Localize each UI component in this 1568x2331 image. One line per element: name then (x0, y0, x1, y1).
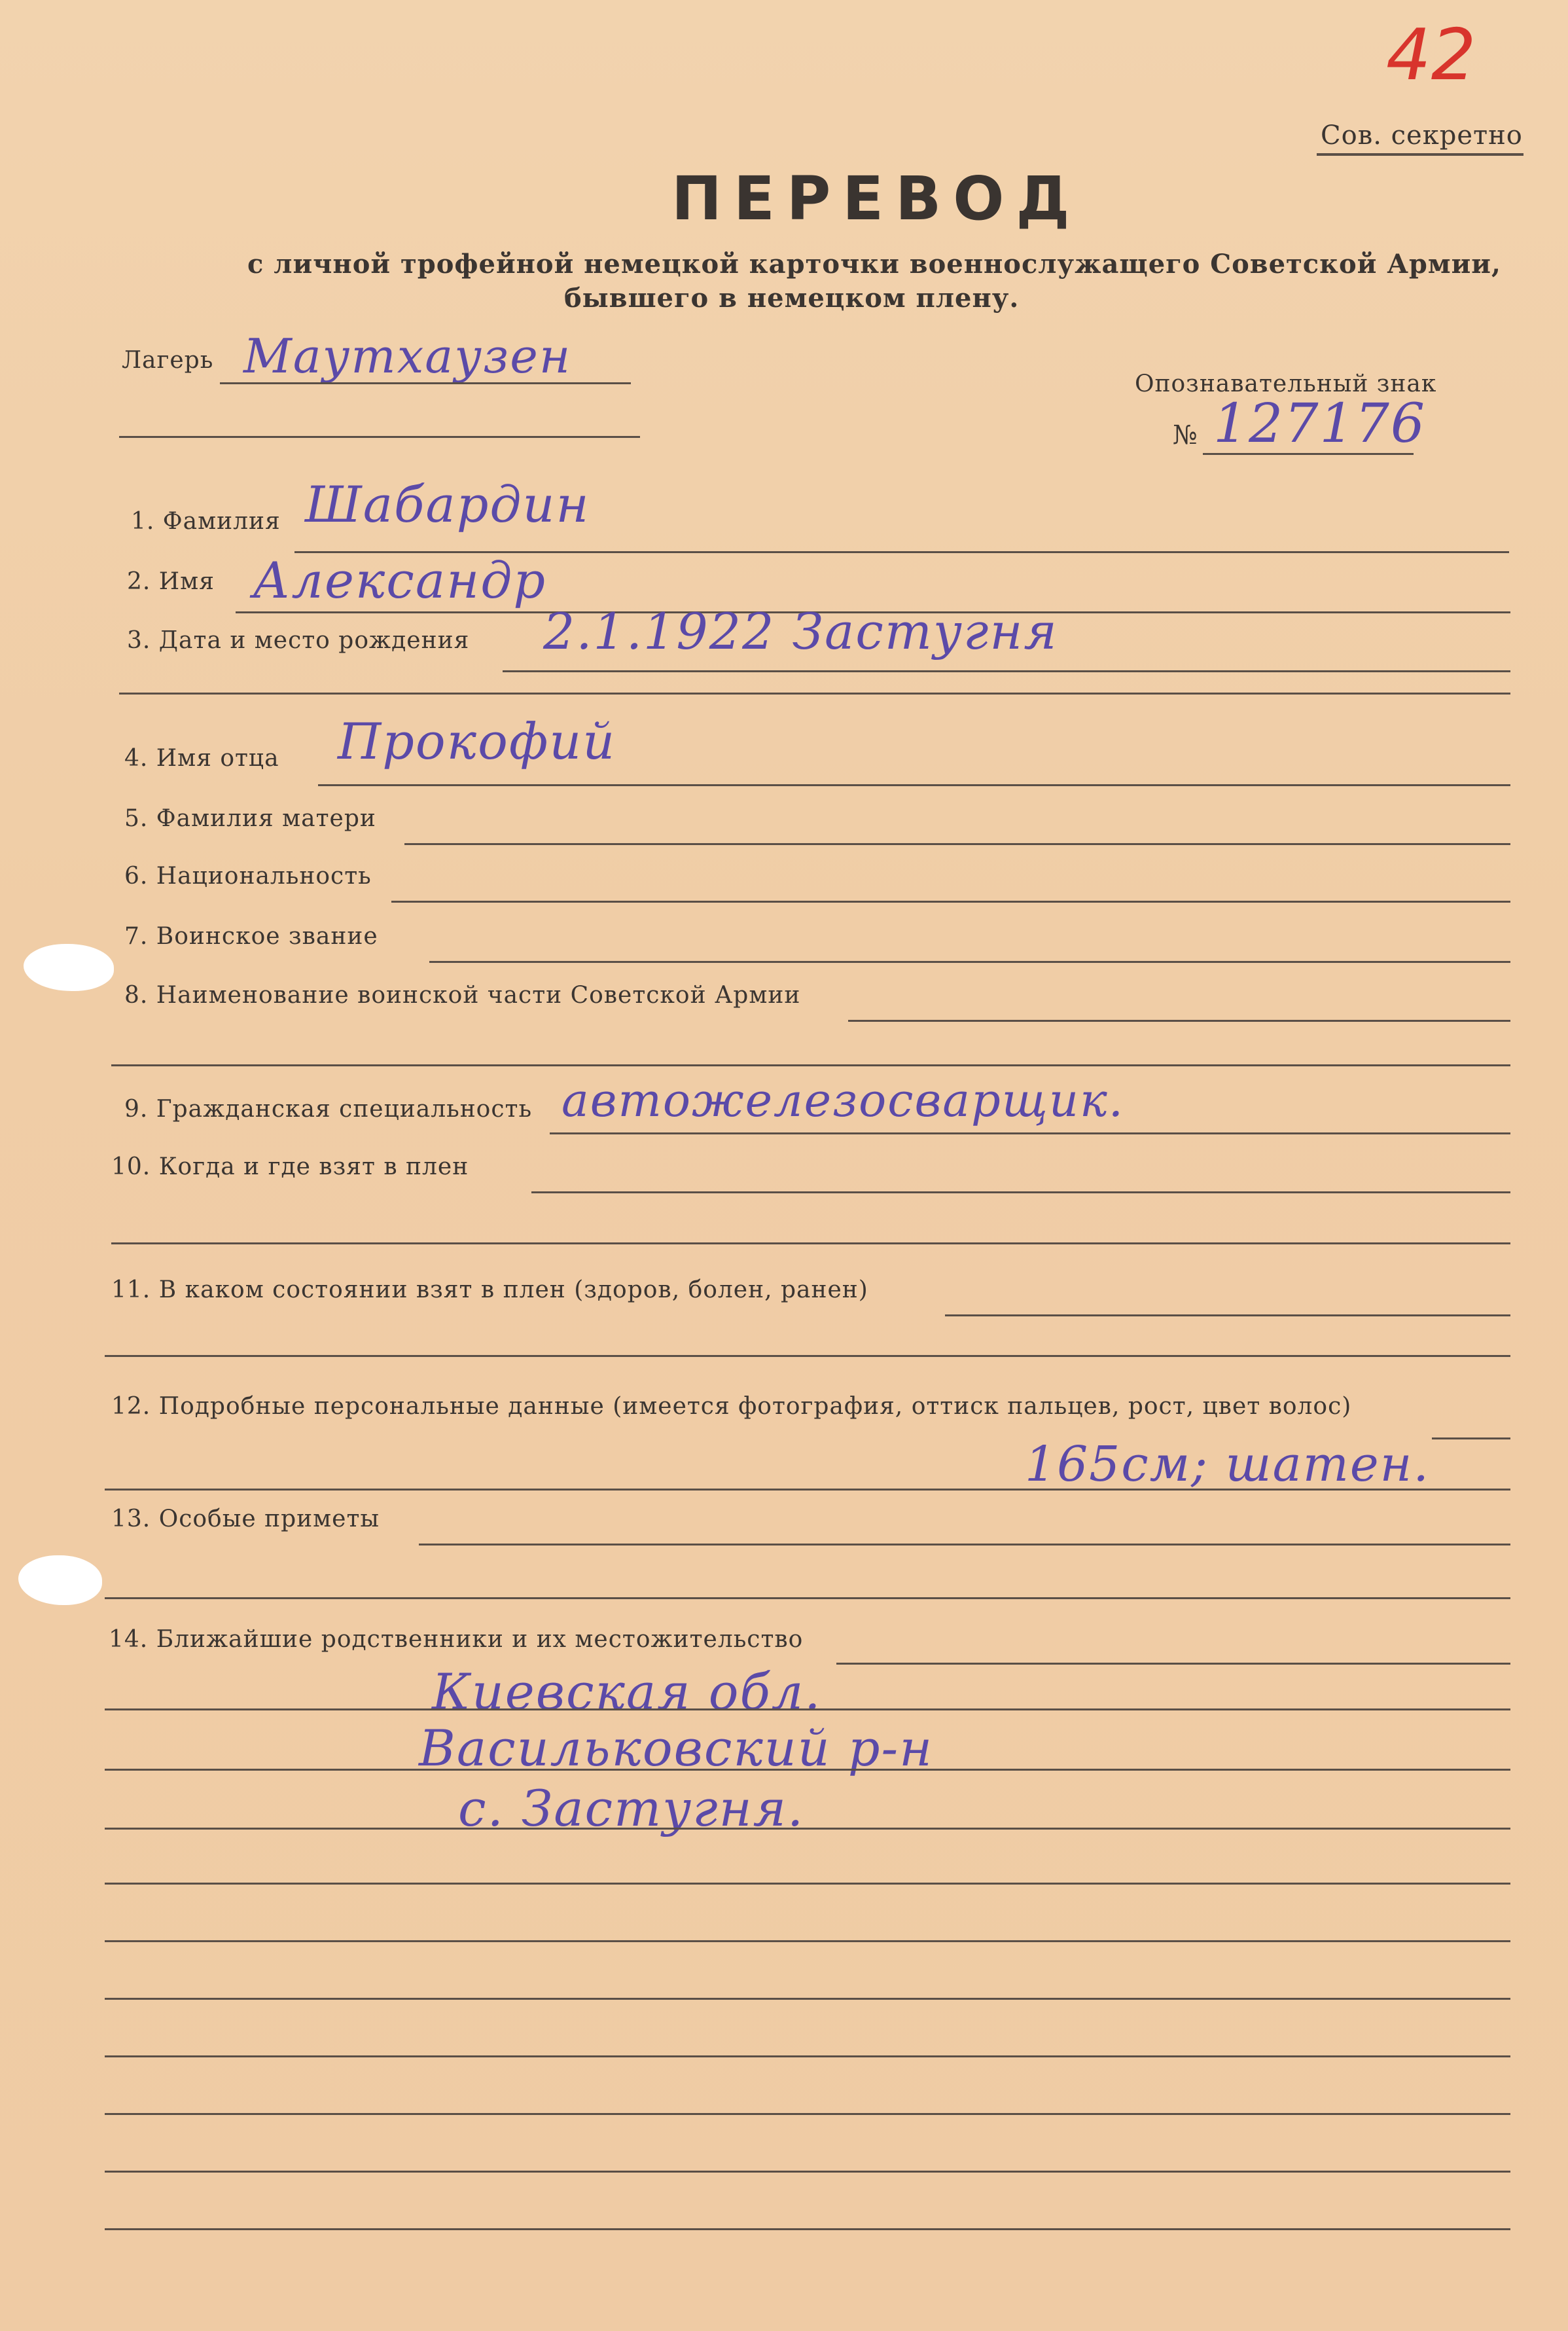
field-9-line (550, 1132, 1510, 1134)
blank-line-3 (105, 1998, 1510, 2000)
field-1-label: 1. Фамилия (131, 508, 281, 535)
field-5-label: 5. Фамилия матери (124, 805, 376, 832)
field-10-line-2 (111, 1242, 1510, 1244)
field-1-value: Шабардин (305, 475, 590, 533)
field-8-line (848, 1020, 1510, 1022)
field-3-label: 3. Дата и место рождения (127, 627, 470, 654)
field-13-label: 13. Особые приметы (111, 1506, 380, 1532)
field-7-line (429, 961, 1510, 963)
field-4-line (318, 784, 1510, 786)
blank-line-4 (105, 2055, 1510, 2057)
ident-value: 127176 (1213, 393, 1427, 455)
field-14-line (836, 1663, 1510, 1665)
classification-underline (1317, 153, 1523, 156)
classification-stamp: Сов. секретно (1321, 120, 1523, 151)
ident-label: Опознавательный знак (1135, 370, 1437, 397)
field-12-line (1432, 1437, 1510, 1439)
field-13-line-2 (105, 1597, 1510, 1599)
field-14-value-line-2: Васильковский р-н (419, 1719, 934, 1777)
blank-line-7 (105, 2228, 1510, 2230)
field-12-label: 12. Подробные персональные данные (имеется фотография, оттиск пальцев, рост, цвет волос) (111, 1393, 1352, 1420)
field-3-value: 2.1.1922 Застугня (543, 602, 1058, 660)
field-10-label: 10. Когда и где взят в плен (111, 1153, 469, 1180)
field-4-value: Прокофий (338, 712, 616, 770)
field-11-line (945, 1314, 1510, 1316)
field-6-line (391, 901, 1510, 903)
field-3-line-2 (119, 693, 1510, 695)
field-14-line-2 (105, 1708, 1510, 1710)
field-5-line (404, 843, 1510, 845)
blank-line-2 (105, 1940, 1510, 1942)
punch-hole-upper (24, 944, 114, 991)
field-6-label: 6. Национальность (124, 863, 372, 890)
ident-no-sign: № (1173, 420, 1198, 450)
camp-value: Маутхаузен (243, 329, 572, 384)
field-10-line (531, 1191, 1510, 1193)
subtitle-line-2: бывшего в немецком плену. (564, 283, 1020, 314)
blank-line-1 (105, 1883, 1510, 1885)
field-4-label: 4. Имя отца (124, 745, 279, 772)
camp-line (220, 382, 631, 384)
field-9-label: 9. Гражданская специальность (124, 1096, 533, 1123)
camp-label: Лагерь (122, 347, 214, 374)
field-14-value-line-1: Киевская обл. (432, 1663, 822, 1721)
field-8-label: 8. Наименование воинской части Советской Армии (124, 982, 801, 1009)
field-2-label: 2. Имя (127, 568, 215, 595)
punch-hole-lower (18, 1555, 102, 1605)
field-13-line (419, 1544, 1510, 1545)
field-11-label: 11. В каком состоянии взят в плен (здоров, болен, ранен) (111, 1276, 868, 1303)
field-14-line-3 (105, 1769, 1510, 1771)
field-3-line (503, 670, 1510, 672)
ident-line (1203, 453, 1414, 455)
blank-line-6 (105, 2171, 1510, 2173)
page-title: ПЕРЕВОД (671, 164, 1082, 234)
field-11-line-2 (105, 1355, 1510, 1357)
field-8-line-2 (111, 1064, 1510, 1066)
page-number: 42 (1386, 14, 1476, 96)
field-12-value: 165см; шатен. (1025, 1436, 1430, 1492)
subtitle-line-1: с личной трофейной немецкой карточки военнослужащего Советской Армии, (247, 249, 1501, 280)
camp-line-2 (119, 436, 640, 438)
field-12-line-2 (105, 1489, 1510, 1491)
field-7-label: 7. Воинское звание (124, 923, 378, 950)
field-9-value: автожелезосварщик. (561, 1074, 1125, 1127)
field-14-value-line-3: с. Застугня. (458, 1779, 805, 1837)
blank-line-5 (105, 2113, 1510, 2115)
field-2-value: Александр (253, 551, 547, 609)
field-14-label: 14. Ближайшие родственники и их местожительство (109, 1626, 804, 1653)
field-14-line-4 (105, 1828, 1510, 1830)
